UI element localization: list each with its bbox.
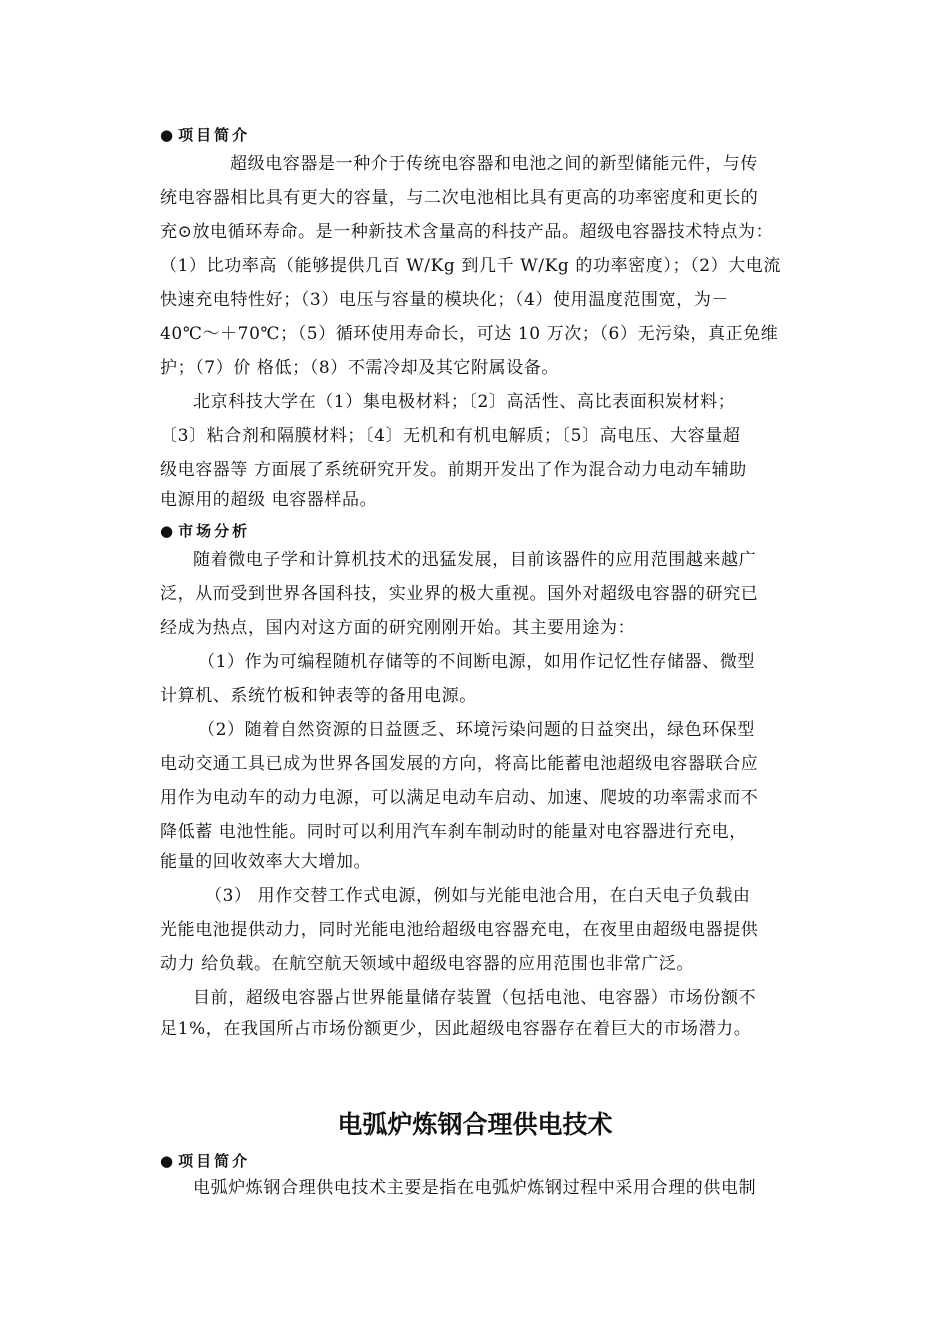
section-heading-market-analysis <box>160 520 250 542</box>
bullet-icon: ● <box>160 522 177 540</box>
paragraph-line: 光能电池提供动力，同时光能电池给超级电容器充电，在夜里由超级电器提供 <box>160 920 759 940</box>
paragraph-line: 用作为电动车的动力电源，可以满足电动车启动、加速、爬坡的功率需求而不 <box>160 788 759 808</box>
paragraph-line: 动力 给负载。在航空航天领域中超级电容器的应用范围也非常广泛。 <box>160 954 695 974</box>
paragraph-line: 足1%，在我国所占市场份额更少，因此超级电容器存在着巨大的市场潜力。 <box>160 1019 752 1039</box>
paragraph-line: 降低蓄 电池性能。同时可以利用汽车刹车制动时的能量对电容器进行充电， <box>160 822 747 842</box>
paragraph-line: （1）作为可编程随机存储等的不间断电源，如用作记忆性存储器、微型 <box>198 652 756 672</box>
paragraph-line: 〔3〕粘合剂和隔膜材料；〔4〕无机和有机电解质；〔5〕高电压、大容量超 <box>160 426 741 446</box>
paragraph-line: （2）随着自然资源的日益匮乏、环境污染问题的日益突出，绿色环保型 <box>198 720 756 740</box>
paragraph-line: 随着微电子学和计算机技术的迅猛发展，目前该器件的应用范围越来越广 <box>193 550 757 570</box>
paragraph-line: 超级电容器是一种介于传统电容器和电池之间的新型储能元件，与传 <box>230 154 758 174</box>
paragraph-line: 电源用的超级 电容器样品。 <box>160 490 378 510</box>
paragraph-line: 北京科技大学在（1）集电极材料；〔2〕高活性、高比表面积炭材料； <box>193 392 736 412</box>
bullet-icon: ● <box>160 1152 177 1170</box>
paragraph-line: 统电容器相比具有更大的容量，与二次电池相比具有更高的功率密度和更长的 <box>160 188 759 208</box>
paragraph-line: 目前，超级电容器占世界能量储存装置（包括电池、电容器）市场份额不 <box>193 988 757 1008</box>
paragraph-line: 经成为热点，国内对这方面的研究刚刚开始。其主要用途为： <box>160 618 636 638</box>
paragraph-line: 级电容器等 方面展了系统研究开发。前期开发出了作为混合动力电动车辅助 <box>160 460 747 480</box>
heading-text: 项目简介 <box>178 1152 251 1170</box>
article-title: 电弧炉炼钢合理供电技术 <box>337 1110 613 1139</box>
bullet-icon: ● <box>160 126 177 144</box>
section-heading-project-intro <box>160 124 250 146</box>
paragraph-line: （3） 用作交替工作式电源，例如与光能电池合用，在白天电子负载由 <box>205 886 751 906</box>
paragraph-line: 泛，从而受到世界各国科技，实业界的极大重视。国外对超级电容器的研究已 <box>160 584 759 604</box>
paragraph-line: 充⊙放电循环寿命。是一种新技术含量高的科技产品。超级电容器技术特点为： <box>160 222 774 242</box>
paragraph-line: 电动交通工具已成为世界各国发展的方向，将高比能蓄电池超级电容器联合应 <box>160 754 759 774</box>
paragraph-line: 快速充电特性好；（3）电压与容量的模块化；（4）使用温度范围宽，为－ <box>160 290 730 310</box>
heading-text: 项目简介 <box>178 126 251 144</box>
section-heading-project-intro-2 <box>160 1150 250 1172</box>
heading-text: 市场分析 <box>178 522 251 540</box>
paragraph-line: 能量的回收效率大大增加。 <box>160 852 372 872</box>
paragraph-line: 护；（7）价 格低；（8）不需冷却及其它附属设备。 <box>160 358 560 378</box>
paragraph-line: 40℃～＋70℃；（5）循环使用寿命长，可达 10 万次；（6）无污染，真正免维 <box>160 324 779 344</box>
paragraph-line: 计算机、系统竹板和钟表等的备用电源。 <box>160 686 477 706</box>
paragraph-line: （1）比功率高（能够提供几百 W/Kg 到几千 W/Kg 的功率密度）；（2）大电流 <box>160 256 782 276</box>
paragraph-line: 电弧炉炼钢合理供电技术主要是指在电弧炉炼钢过程中采用合理的供电制 <box>193 1178 757 1198</box>
